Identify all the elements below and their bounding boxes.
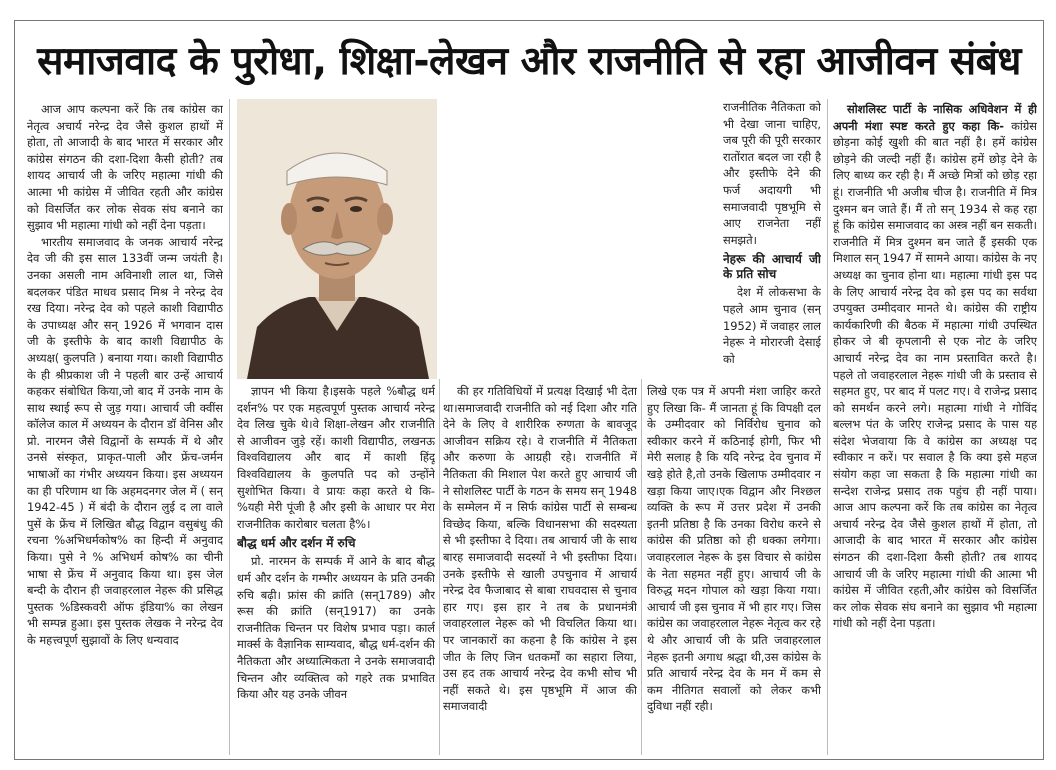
portrait-illustration [237, 99, 437, 379]
paragraph: ज्ञापन भी किया है।इसके पहले %बौद्ध धर्म दर्शन% पर एक महत्वपूर्ण पुस्तक आचार्य नरेन्द्र देव लिख चुके थे।वे शिक्षा-लेखन और राजनीति से आजीवन जुड़े रहें। काशी विद्यापीठ, लखनऊ विश्वविद्यालय और बाद में काशी हिंदू विश्वविद्यालय के कुलपति पद को उन्होंने सुशोभित किया। वे प्रायः कहा करते थे कि- %यही मेरी पूंजी है और इसी के आधार पर मेरा राजनीतिक कारोबार चलता है%। [237, 384, 435, 531]
lead-text: सोशलिस्ट पार्टी के नासिक अधिवेशन में ही अपनी मंशा स्पष्ट करते हुए कहा कि- [833, 102, 1037, 133]
article-headline: समाजवाद के पुरोधा, शिक्षा-लेखन और राजनीति से रहा आजीवन संबंध [37, 38, 1021, 84]
article-frame [14, 20, 1044, 760]
article-column-2 [237, 383, 435, 755]
subheading: बौद्ध धर्म और दर्शन में रुचि [237, 536, 356, 551]
column-divider [641, 379, 642, 755]
portrait-photo [237, 99, 437, 379]
paragraph: की हर गतिविधियों में प्रत्यक्ष दिखाई भी देता था।समाजवादी राजनीति को नई दिशा और गति देने के लिए वे शारीरिक रुग्णता के बावजूद आजीवन सक्रिय रहे। वे राजनीति में नैतिकता और करुणा के आग्रही रहे। राजनीति में नैतिकता की मिशाल पेश करते हुए आचार्य जी ने सोशलिस्ट पार्टी के गठन के समय सन् 1948 के सम्मेलन में न सिर्फ कांग्रेस पार्टी से सम्बन्ध विच्छेद किया, बल्कि विधानसभा की सदस्यता से भी इस्तीफा दे दिया। तब आचार्य जी के साथ बारह समाजवादी सदस्यों ने भी इस्तीफा दिया।उनके इस्तीफे से खाली उपचुनाव में आचार्य नरेन्द्र देव फैजाबाद से बाबा राघवदास से चुनाव हार गए। इस हार ने तब के प्रधानमंत्री जवाहरलाल नेहरू को भी विचलित किया था। पर जानकारों का कहना है कि कांग्रेस ने इस जीत के लिए जिन धतकर्मों का सहारा लिया, उस हद तक आचार्य नरेन्द्र देव कभी सोच भी नहीं सकते थे। इस पृष्ठभूमि में आज की समाजवादी [443, 384, 637, 714]
column-divider [439, 379, 440, 755]
paragraph [833, 101, 1037, 632]
column-divider [827, 99, 828, 755]
article-column-1 [27, 101, 223, 755]
article-column-4-bottom [647, 383, 821, 755]
paragraph: भारतीय समाजवाद के जनक आचार्य नरेन्द्र देव जी की इस साल 133वीं जन्म जयंती है। उनका असली नाम अविनाशी लाल था, जिसे बदलकर पंडित माधव प्रसाद मिश्र ने नरेन्द्र देव रख दिया। नरेन्द्र देव को पहले काशी विद्यापीठ के उपाध्यक्ष और सन् 1926 में भगवान दास जी के इस्तीफे के बाद काशी विद्यापीठ के अध्यक्ष( कुलपति ) बनाया गया। काशी विद्यापीठ के ही श्रीप्रकाश जी ने पहली बार उन्हें आचार्य कहकर संबोधित किया,जो बाद में उनके नाम के साथ स्थाई रूप से जुड़ गया। आचार्य जी क्वींस कॉलेज काल में अध्ययन के दौरान डॉ वेनिस और प्रो. नारमन जैसे विद्वानों के सम्पर्क में थे और उनसे संस्कृत, प्राकृत-पाली और फ्रेंच-जर्मन भाषाओं का गंभीर अध्ययन किया। इस अध्ययन का ही परिणाम था कि अहमदनगर जेल में ( सन् 1942-45 ) में बंदी के दौरान लुई द ला वाले पुसें के फ्रेंच में लिखित बौद्ध विद्वान वसुबंधु की रचना %अभिधर्मकोष% का हिन्दी में अनुवाद किया। पुसे ने % अभिधर्म कोष% का चीनी भाषा से फ्रेंच में अनुवाद किया था। इस जेल बन्दी के दौरान ही जवाहरलाल नेहरू की प्रसिद्ध पुस्तक %डिस्कवरी ऑफ इंडिया% का लेखन भी सम्पन्न हुआ। इस पुस्तक लेखक ने नरेन्द्र देव के महत्त्वपूर्ण सुझावों के लिए धन्यवाद [27, 234, 223, 647]
article-column-4-top [723, 99, 821, 381]
article-column-5 [833, 101, 1037, 755]
column-divider [229, 99, 230, 755]
article-column-3 [443, 383, 637, 755]
paragraph: आज आप कल्पना करें कि तब कांग्रेस का नेतृत्व अचार्य नरेन्द्र देव जैसे कुशल हाथों में होता, तो आजादी के बाद भारत में सरकार और कांग्रेस संगठन की दशा-दिशा कैसी होती? तब शायद आचार्य जी के जरिए महात्मा गांधी की आत्मा भी कांग्रेस में जीवित रहती और कांग्रेस को विसर्जित कर लोक सेवक संघ बनाने का सुझाव भी महात्मा गांधी को नहीं देना पड़ता। [27, 102, 223, 233]
paragraph: लिखे एक पत्र में अपनी मंशा जाहिर करते हुए लिखा कि- मैं जानता हूं कि विपक्षी दल के उम्मीदवार को निर्विरोध चुनाव को स्वीकार करने में कठिनाई होगी, फिर भी मेरी सलाह है कि यदि नरेन्द्र देव चुनाव में खड़े होते है,तो उनके खिलाफ उम्मीदवार न खड़ा किया जाए।एक विद्वान और निश्छल व्यक्ति के रूप में उत्तर प्रदेश में उनकी इतनी प्रतिष्ठा है कि उनका विरोध करने से कांग्रेस की प्रतिष्ठा को ही धक्का लगेगा। जवाहरलाल नेहरू के इस विचार से कांग्रेस के नेता सहमत नहीं हुए। आचार्य जी के विरुद्ध मदन गोपाल को खड़ा किया गया। आचार्य जी इस चुनाव में भी हार गए। जिस कांग्रेस का जवाहरलाल नेहरू नेतृत्व कर रहे थे और आचार्य जी के प्रति जवाहरलाल नेहरू इतनी अगाध श्रद्धा थी,उस कांग्रेस के प्रति आचार्य नरेन्द्र देव के मन में कम से कम नीतिगत सवालों को लेकर कभी दुविधा नहीं रही। [647, 384, 821, 714]
paragraph: राजनीतिक नैतिकता को भी देखा जाना चाहिए, जब पूरी की पूरी सरकार रातोंरात बदल जा रही है और इस्तीफे देने की फर्ज अदायगी भी समाजवादी पृष्ठभूमि से आए राजनेता नहीं समझते। [723, 100, 821, 247]
paragraph: देश में लोकसभा के पहले आम चुनाव (सन् 1952) में जवाहर लाल नेहरू ने मोरारजी देसाई को [723, 285, 821, 366]
paragraph-body: कांग्रेस छोड़ना कोई खुशी की बात नहीं है। हमें कांग्रेस छोड़ने की जल्दी नहीं हैं। कांग्रेस हमें छोड़ देने के लिए बाध्य कर रही है। मैं अच्छे मित्रों को छोड़ रहा हूं। राजनीति भी अजीब चीज है। राजनीति में मित्र दुश्मन बन जाते हैं। मैं तो सन् 1934 से कह रहा हूं कि कांग्रेस समाजवाद का अस्त्र नहीं बन सकती। राजनीति में मित्र दुश्मन बन जाते हैं इसकी एक मिशाल सन् 1947 में सामने आया। कांग्रेस के नए अध्यक्ष का चुनाव होना था। महात्मा गांधी इस पद के लिए आचार्य नरेन्द्र देव को इस पद का सर्वथा उपयुक्त उम्मीदवार मानते थे। कांग्रेस की राष्ट्रीय कार्यकारिणी की बैठक में महात्मा गांधी उपस्थित होकर जे बी कृपलानी से एक नोट के जरिए आचार्य नरेन्द्र देव का नाम प्रस्तावित करते है। पहले तो जवाहरलाल नेहरू गांधी जी के प्रस्ताव से सहमत हुए, पर बाद में पलट गए। वे राजेन्द्र प्रसाद को समर्थन करने लगे। महात्मा गांधी ने गोविंद बल्लभ पंत के जरिए राजेन्द्र प्रसाद के पास यह संदेश भेजवाया कि वे कांग्रेस का अध्यक्ष पद स्वीकार न करें। पर सवाल है कि क्या इसे महज संयोग कहा जा सकता है कि महात्मा गांधी का सन्देश राजेन्द्र प्रसाद तक पहुंच ही नहीं पाया। आज आप कल्पना करें कि तब कांग्रेस का नेतृत्व अचार्य नरेन्द्र देव जैसे कुशल हाथों में होता, तो आजादी के बाद भारत में सरकार और कांग्रेस संगठन की दशा-दिशा कैसी होती? तब शायद आचार्य जी के जरिए महात्मा गांधी की आत्मा भी कांग्रेस में जीवित रहती,और कांग्रेस को विसर्जित कर लोक सेवक संघ बनाने का सुझाव भी महात्मा गांधी को नहीं देना पड़ता। [833, 118, 1037, 631]
subheading: नेहरू की आचार्य जी के प्रति सोच [723, 252, 821, 282]
paragraph: प्रो. नारमन के सम्पर्क में आने के बाद बौद्ध धर्म और दर्शन के गम्भीर अध्ययन के प्रति उनकी रुचि बढ़ी। फ्रांस की क्रांति (सन्1789) और रूस की क्रांति (सन्1917) का उनके राजनीतिक चिन्तन पर विशेष प्रभाव पड़ा। कार्ल मार्क्स के वैज्ञानिक साम्यवाद, बौद्ध धर्म-दर्शन की नैतिकता और अध्यात्मिकता ने उनके समाजवादी चिन्तन और व्यक्तित्व को गहरे तक प्रभावित किया और यह उनके जीवन [237, 554, 435, 702]
